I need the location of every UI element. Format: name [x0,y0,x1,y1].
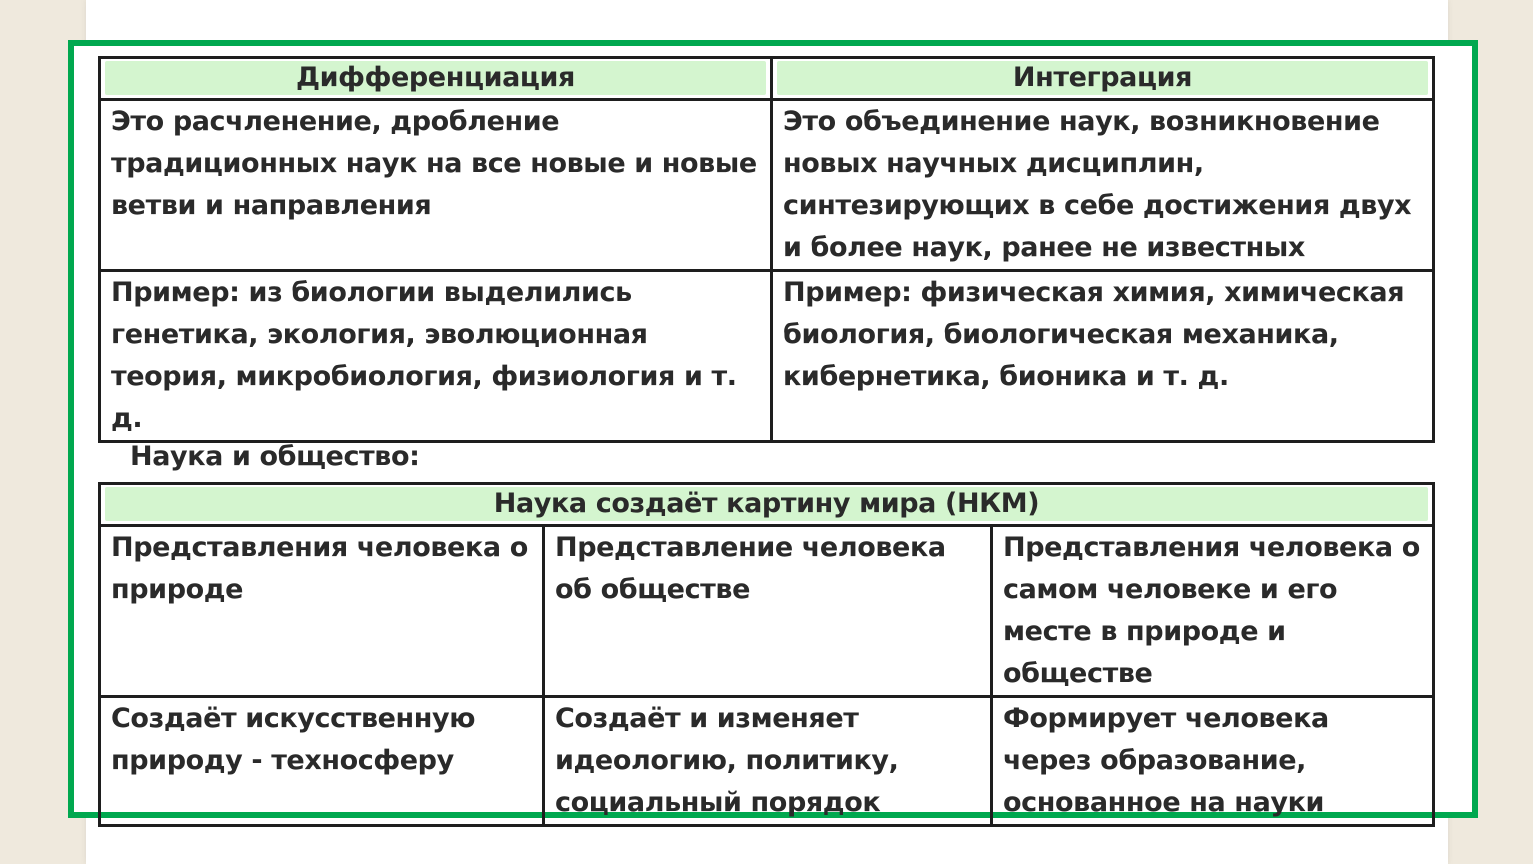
education-cell: Формирует человека через образование, основанное на науки [992,697,1434,826]
human-view-cell: Представления человека о самом человеке и его месте в природе и обществе [992,526,1434,697]
header-integration: Интеграция [772,58,1434,100]
technosphere-cell: Создаёт искусственную природу - техносферу [100,697,544,826]
differentiation-definition: Это расчленение, дробление традиционных наук на все новые и новые ветви и направления [100,100,772,271]
differentiation-example: Пример: из биологии выделились генетика, экология, эволюционная теория, микробиология, физиология и т. д. [100,271,772,442]
header-world-picture: Наука создаёт картину мира (НКМ) [100,484,1434,526]
differentiation-integration-table [98,56,1435,443]
table-row [100,271,1434,442]
table-header-row [100,484,1434,526]
society-view-cell: Представление человека об обществе [544,526,992,697]
integration-example: Пример: физическая химия, химическая биология, биологическая механика, кибернетика, бионика и т. д. [772,271,1434,442]
table-row [100,697,1434,826]
nature-view-cell: Представления человека о природе [100,526,544,697]
table-row [100,100,1434,271]
ideology-cell: Создаёт и изменяет идеологию, политику, социальный порядок [544,697,992,826]
header-differentiation: Дифференциация [100,58,772,100]
science-society-table [98,482,1435,827]
table-row [100,526,1434,697]
integration-definition: Это объединение наук, возникновение новых научных дисциплин, синтезирующих в себе достижения двух и более наук, ранее не известных [772,100,1434,271]
section-title: Наука и общество: [130,441,420,472]
table-header-row [100,58,1434,100]
